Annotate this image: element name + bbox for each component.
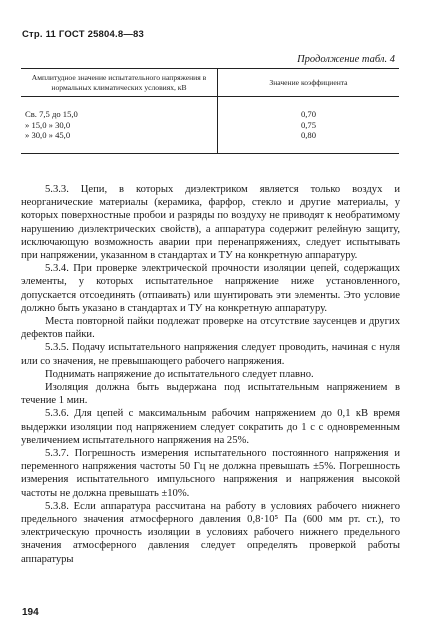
- table-header-row: [21, 69, 399, 97]
- table-continuation-label: Продолжение табл. 4: [297, 54, 395, 65]
- table-bottom-rule: [21, 153, 399, 154]
- paragraph-5-3-3: 5.3.3. Цепи, в которых диэлектриком является только воздух и неорганические материалы (керамика, фарфор, стекло и другие материалы, у которых поверхностные пробои и разряды по воздуху не приводят к необратимому нарушению диэлектрических свойств), а аппаратура содержит релейную защиту, исключающую возможность аварии при перенапряжениях, следует испытывать при напряжении, указанном в стандартах и ТУ на конкретную аппаратуру.: [21, 184, 400, 262]
- paragraph-5-3-6: 5.3.6. Для цепей с максимальным рабочим напряжением до 0,1 кВ время выдержки изоляции под напряжением следует сократить до 1 с с одновременным увеличением испытательного напряжения на 25%.: [21, 408, 400, 446]
- paragraph-5-3-4: 5.3.4. При проверке электрической прочности изоляции цепей, содержащих элементы, у которых испытательное напряжение ниже установленного, допускается отсоединять (отпаивать) или шунтировать эти элементы. Это условие должно быть указано в стандартах и ТУ на конкретную аппаратуру.: [21, 263, 400, 314]
- coefficient-cell: 0,70: [300, 109, 317, 119]
- paragraph-5-3-7: 5.3.7. Погрешность измерения испытательного постоянного напряжения и переменного напряжения частоты 50 Гц не должна превышать ±5%. Погрешность измерения испытательного импульсного напряжения и напряжения высокой частоты не должна превышать ±10%.: [21, 448, 400, 499]
- voltage-range-cell: » 30,0 » 45,0: [21, 130, 218, 153]
- paragraph-5-3-8: 5.3.8. Если аппаратура рассчитана на работу в условиях рабочего нижнего предельного значения атмосферного давления 0,8·10⁵ Па (600 мм рт. ст.), то электрическую прочность изоляции в условиях рабочего нижнего предельного значения атмосферного давления следует определять проверкой работы аппаратуры: [21, 500, 400, 565]
- paragraph-raise-voltage: Поднимать напряжение до испытательного следует плавно.: [45, 368, 314, 380]
- table-row: [21, 130, 399, 153]
- paragraph-resoldering: Места повторной пайки подлежат проверке на отсутствие заусенцев и других дефектов пайки.: [21, 316, 400, 341]
- paragraph-hold-time: Изоляция должна быть выдержана под испытательным напряжением в течение 1 мин.: [21, 382, 400, 407]
- document-body: [21, 183, 400, 566]
- coefficient-cell: 0,80: [300, 130, 317, 140]
- table-row: [21, 97, 399, 120]
- column-header-coefficient: Значение коэффициента: [218, 69, 400, 97]
- coefficient-table: [21, 68, 399, 154]
- voltage-range-cell: Св. 7,5 до 15,0: [21, 97, 218, 120]
- paragraph-5-3-5: 5.3.5. Подачу испытательного напряжения следует проводить, начиная с нуля или со значения, не превышающего рабочего напряжения.: [21, 342, 400, 367]
- voltage-range-cell: » 15,0 » 30,0: [21, 120, 218, 131]
- table-row: [21, 120, 399, 131]
- page-header: Стр. 11 ГОСТ 25804.8—83: [22, 29, 145, 40]
- coefficient-cell: 0,75: [300, 119, 317, 130]
- column-header-voltage: Амплитудное значение испытательного напряжения в нормальных климатических условиях, кВ: [21, 69, 218, 97]
- page-number: 194: [22, 607, 39, 618]
